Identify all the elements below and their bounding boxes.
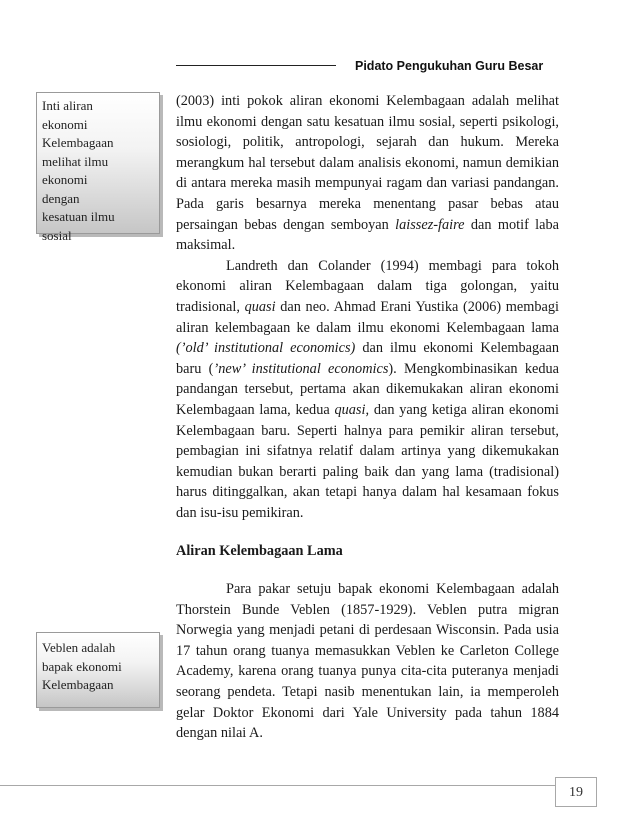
- text-run: dan motif laba maksimal.: [176, 216, 559, 254]
- margin-note-line: ekonomi: [42, 116, 88, 132]
- section-heading: Aliran Kelembagaan Lama: [176, 543, 343, 560]
- running-header-title: Pidato Pengukuhan Guru Besar: [355, 59, 544, 73]
- paragraph-veblen: Para pakar setuju bapak ekonomi Kelembagaan adalah Thorstein Bunde Veblen (1857-1929). Veblen putra migran Norwegia yang menjadi petani di perdesaan Wisconsin. Pada usia 17 tahun orang tuanya memasukkan Veblen ke Carleton College Academy, karena orang tuanya punya cita-cita puteranya menjadi seorang pendeta. Tetapi nasib menentukan lain, ia memperoleh gelar Doktor Ekonomi dari Yale University pada tahun 1884 dengan nilai A.: [176, 581, 559, 742]
- italic-term: laissez-faire: [395, 216, 465, 233]
- italic-term: quasi,: [334, 401, 370, 418]
- footer-rule: [0, 785, 555, 786]
- italic-term: quasi: [244, 298, 276, 315]
- paragraph-classification: [176, 256, 559, 524]
- margin-note-line: melihat ilmu: [42, 153, 109, 169]
- margin-note-line: Kelembagaan: [42, 135, 114, 150]
- margin-note-line: sosial: [42, 227, 72, 243]
- margin-note-line: Kelembagaan: [42, 677, 114, 692]
- margin-note-line: dengan: [42, 190, 80, 206]
- margin-note-line: Inti aliran: [42, 98, 93, 113]
- text-run: (2003) inti pokok aliran ekonomi Kelembagaan adalah melihat ilmu ekonomi dengan satu kesatuan ilmu sosial, seperti psikologi, sosiologi, politik, antropologi, sejarah dan hukum. Mereka merangkum hal tersebut dalam analisis ekonomi, namun demikian di antara mereka masih mempunyai ragam dan variasi pandangan. Pada garis besarnya mereka menentang pasar bebas atau persaingan bebas dengan semboyan: [176, 93, 559, 233]
- italic-term: (’old’ institutional economics): [176, 340, 356, 357]
- italic-term: ’new’ institutional economics: [213, 360, 389, 377]
- page-number: 19: [555, 777, 597, 807]
- text-run: dan yang ketiga aliran ekonomi Kelembagaan baru. Seperti halnya para pemikir aliran tersebut, pembagian ini sifatnya relatif dalam artinya yang dikemukakan kemudian bukan berarti paling baik dan yang lama (tradisional) harus ditinggalkan, akan tetapi hanya dalam hal kesamaan fokus dan isu-isu pemikiran.: [176, 401, 559, 521]
- margin-note-line: kesatuan ilmu: [42, 209, 115, 224]
- body-text: [176, 91, 559, 744]
- margin-note-line: Veblen adalah: [42, 640, 116, 655]
- paragraph-institutional-core: [176, 91, 559, 256]
- margin-note-veblen: [36, 632, 160, 708]
- margin-note-line: ekonomi: [42, 172, 88, 187]
- margin-note-line: bapak ekonomi: [42, 658, 122, 674]
- text-run: ). Mengkombinasikan kedua pandangan tersebut, pertama akan dikemukakan aliran ekonomi Kelembagaan lama, kedua: [176, 360, 559, 418]
- header-rule: [176, 65, 336, 66]
- text-run: dan ilmu ekonomi Kelembagaan baru (: [176, 340, 559, 377]
- margin-note-inti-aliran: [36, 92, 160, 243]
- text-run: dan neo. Ahmad Erani Yustika (2006) membagi aliran kelembagaan ke dalam ilmu ekonomi Kelembagaan lama: [176, 298, 559, 336]
- text-run: Landreth dan Colander (1994) membagi para tokoh ekonomi aliran Kelembagaan dalam tiga golongan, yaitu tradisional,: [176, 257, 559, 315]
